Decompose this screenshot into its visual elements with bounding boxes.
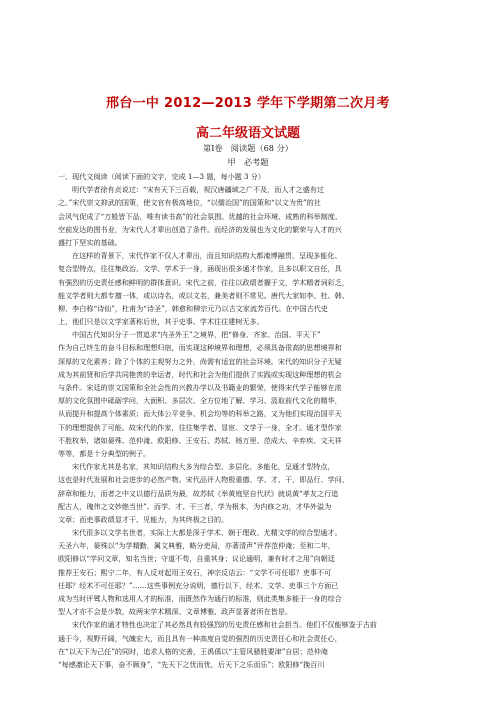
passage-line: 空前发达的图书业，为宋代人才辈出创造了条件。而经济的发展也为文化的繁荣与人才的兴 [58, 224, 342, 234]
passage-line: 配古人，瑰伟之文妙绝当世”。而学、才、干三者，学为根本，为内修之功，才华外溢为 [58, 501, 332, 511]
part-heading: 甲 必考题 [227, 157, 269, 167]
passage-line: “每感激论天下事，奋不顾身”，“先天下之忧而忧，后天下之乐而乐”；欧阳修“挽百川 [58, 659, 325, 669]
passage-body [58, 170, 438, 671]
passage-line: 推荐王安石；熙宁二年，有人反对起用王安石，神宗反诘云：“文学不可任耶？吏事不可 [58, 567, 332, 577]
passage-line: 文章；而吏事政绩显才干、见能力，为其终极之目的。 [58, 514, 229, 524]
exam-title: 邢台一中 2012—2013 学年下学期第二次月考 [106, 96, 390, 111]
passage-line: 不胜枚举，诸如晏殊、范仲淹、欧阳修、王安石、苏轼、杨万里、范成大、辛弃疾、文天祥 [58, 435, 342, 445]
passage-line: 下的理想提供了可能。故宋代的作家，往往集学者、显宦、文学于一身，全才。通才型作家 [58, 422, 342, 432]
passage-line: 会风气促成了“万般皆下品，唯有读书高”的社会氛围。优越的社会环境、成熟的科举制度、 [58, 211, 342, 221]
passage-line: 在这样的背景下，宋代作家不仅人才辈出，而且知识结构大都淹博融贯，呈现多能化、 [72, 251, 342, 261]
passage-line: 作为自己终生的奋斗目标和理想归宿，而实现这种境界和理想，必须具备很高的思想境界和 [58, 343, 342, 353]
passage-line: 复合型特点，往往集政治、文学、学术于一身，涌现出很多通才作家，且多以职文自任，具 [58, 264, 342, 274]
passage-line: 宋代作家尤其是名家，其知识结构大多为综合型、多层化、多能化，呈通才型特点， [72, 462, 335, 472]
passage-line: 明代学者徐有贞说过：“宋有天下三百载，视汉唐疆域之广不及，而人才之盛有过 [72, 185, 324, 195]
passage-line: 欧阳修以“学问文章，知名当世；守道不苟，自重其身；议论通明，兼有时才之用”向朝廷 [58, 554, 335, 564]
passage-line: 宋代很多以文学名世者，实际上大都是深于学术、娴于理政、尤精文学的综合型通才。 [72, 528, 342, 538]
passage-line: 任耶？经术不可任耶？”……这些事例充分说明，德行以下，经术、文学、吏事三个方面已 [58, 580, 339, 590]
passage-line: 型人才亦不会是少数，故两宋学术精深、文章博雅、政声显著者所在皆是。 [58, 607, 293, 617]
passage-line: 上，他们只是以文学家著称后世，其于史事、学术往往建树无多。 [58, 317, 264, 327]
passage-line: 中国古代知识分子一贯追求“内圣外王”之境界，把“修身、齐家、治国、平天下” [72, 330, 321, 340]
passage-line: 天圣六年，晏殊以“为学精勤，属文典雅，略分吏局，亦著清声”评荐范仲淹；至和二年， [58, 541, 335, 551]
passage-line: 盛打下坚实的基础。 [58, 237, 122, 247]
passage-line: 一、现代文阅读（阅读下面的文字，完成 1—3 题，每小题 3 分） [58, 172, 265, 181]
passage-line: 宋代作家的通才特性也决定了其必然具有较强烈的历史责任感和社会担当。他们不仅能够鉴于古前 [72, 620, 378, 630]
passage-line: 厚的文化氛围中砥砺学问，大面积、多层次、全方位地了解、学习、汲取前代文化的精华， [58, 396, 342, 406]
volume-heading: 第Ⅰ卷 阅读题（68 分） [203, 143, 293, 153]
exam-subtitle: 高二年级语文试题 [195, 126, 300, 141]
passage-line: 这也是时代发展和社会进步的必然产物。宋代品评人物极重德、学、才、干，即品行、学问、 [58, 475, 349, 485]
passage-line: 通于今，视野开阔，气魄宏大，而且具有一种高度自觉的强烈的历史责任心和社会责任心， [58, 633, 342, 643]
passage-line: 在“以天下为己任”的同时，追求人格的完善，王禹偁以“主管风骚胜要津”自居；范仲淹 [58, 646, 328, 656]
passage-line: 深厚的文化素养；除了个体的主观努力之外，尚需有适宜的社会环境。宋代的知识分子无疑 [58, 356, 342, 366]
passage-line: 能文学者则大都专擅一体，或以诗名，或以文名，兼美者则不常见。唐代大家如李、杜、韩、 [58, 290, 349, 300]
passage-line: 等等，都是十分典型的例子。 [58, 448, 151, 458]
passage-line: 辞章和能力，而者之中又以德行品质为最，故苏轼《举黄庭坚自代状》就说黄“孝友之行追 [58, 488, 339, 498]
passage-line: 有强烈的历史责任感和鲜明的群体意识。宋代之前，往往以政绩者擢于文，学术精者词彩乏， [58, 277, 349, 287]
passage-line: 成为当时评骘人物和选用人才的标准，而既然作为通行的标准，则此类集多能于一身的综合 [58, 594, 342, 603]
passage-line: 成为其前贤和后学共同艳羡的幸运者，时代和社会为他们提供了实践或实现这种理想的机会 [58, 369, 342, 379]
passage-line: 与条件。宋廷的崇文国策和全社会性的兴教办学以及书籍业的繁荣，使得宋代学子能够在浓 [58, 383, 342, 392]
passage-line: 从而提升和提高个体素质；而大体公平竞争、机会均等的科举之路，又为他们实现治国平天 [58, 409, 342, 419]
passage-line: 柳，李白称“诗仙”，杜甫为“诗圣”，韩愈和柳宗元乃以古文家流芳百代。在中国古代史 [58, 303, 328, 313]
passage-line: 之。”宋代崇文抑武的国策，使文官有极高地位，“以儒治国”的国策和“以文为贵”的社 [58, 198, 321, 208]
